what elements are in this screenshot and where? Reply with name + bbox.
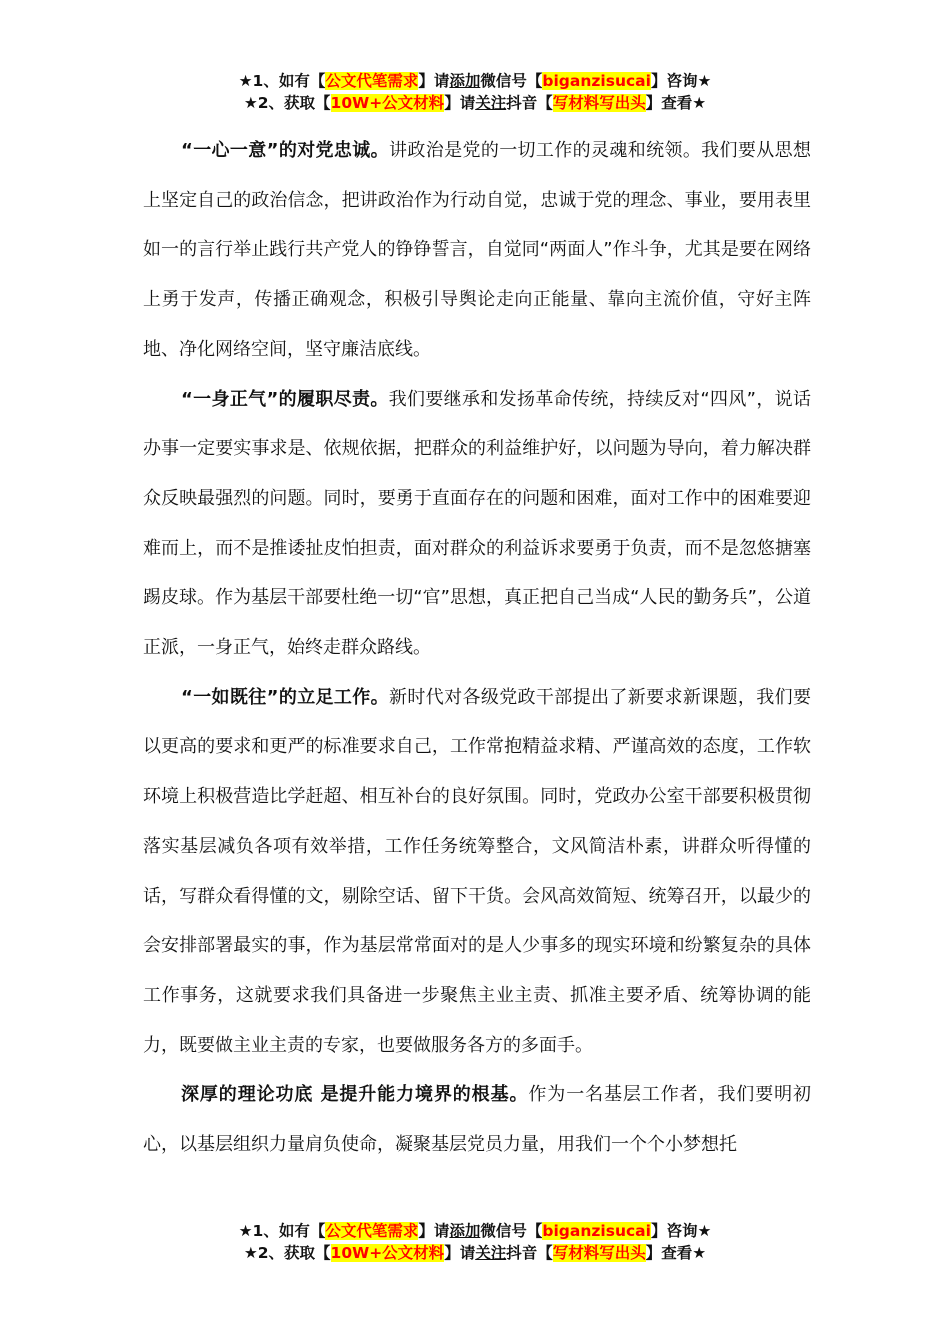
paragraph xyxy=(143,375,811,673)
footer-banner xyxy=(0,1220,950,1264)
paragraph-lead: 深厚的理论功底 是提升能力境界的根基。 xyxy=(181,1084,529,1106)
banner-highlight: biganzisucai xyxy=(542,1222,651,1240)
paragraph-lead: “一如既往”的立足工作。 xyxy=(181,686,390,708)
document-body xyxy=(143,126,811,1170)
banner-highlight: 写材料写出头 xyxy=(552,94,646,112)
paragraph-text: 新时代对各级党政干部提出了新要求新课题，我们要以更高的要求和更严的标准要求自己，工作常抱精益求精、严谨高效的态度，工作软环境上积极营造比学赶超、相互补台的良好氛围。同时，党政办公室干部要积极贯彻落实基层减负各项有效举措，工作任务统筹整合，文风简洁朴素，讲群众听得懂的话，写群众看得懂的文，剔除空话、留下干货。会风高效简短、统筹召开，以最少的会安排部署最实的事，作为基层常常面对的是人少事多的现实环境和纷繁复杂的具体工作事务，这就要求我们具备进一步聚焦主业主责、抓准主要矛盾、统筹协调的能力，既要做主业主责的专家，也要做服务各方的多面手。 xyxy=(143,686,811,1056)
banner-highlight: biganzisucai xyxy=(542,72,651,90)
banner-highlight: 公文代笔需求 xyxy=(325,1222,419,1240)
paragraph xyxy=(143,1070,811,1169)
banner-highlight: 写材料写出头 xyxy=(552,1244,646,1262)
paragraph-lead: “一心一意”的对党忠诚。 xyxy=(181,140,390,161)
paragraph-text: 作为一名基层工作者，我们要明初心，以基层组织力量肩负使命，凝聚基层党员力量，用我们一个个小梦想托 xyxy=(143,1084,812,1156)
banner-line-1: ★1、如有【公文代笔需求】请添加微信号【biganzisucai】咨询★ xyxy=(238,1222,712,1240)
paragraph xyxy=(143,673,811,1071)
banner-highlight: 公文代笔需求 xyxy=(325,72,419,90)
paragraph xyxy=(143,126,811,375)
paragraph-lead: “一身正气”的履职尽责。 xyxy=(181,388,389,410)
banner-line-2: ★2、获取【10W+公文材料】请关注抖音【写材料写出头】查看★ xyxy=(243,94,707,112)
banner-highlight: 10W+公文材料 xyxy=(330,94,445,112)
paragraph-text: 我们要继承和发扬革命传统，持续反对“四风”，说话办事一定要实事求是、依规依据，把群众的利益维护好，以问题为导向，着力解决群众反映最强烈的问题。同时，要勇于直面存在的问题和困难，面对工作中的困难要迎难而上，而不是推诿扯皮怕担责，面对群众的利益诉求要勇于负责，而不是忽悠搪塞踢皮球。作为基层干部要杜绝一切“官”思想，真正把自己当成“人民的勤务兵”，公道正派，一身正气，始终走群众路线。 xyxy=(143,388,811,659)
banner-line-2: ★2、获取【10W+公文材料】请关注抖音【写材料写出头】查看★ xyxy=(243,1244,707,1262)
paragraph-text: 讲政治是党的一切工作的灵魂和统领。我们要从思想上坚定自己的政治信念，把讲政治作为行动自觉，忠诚于党的理念、事业，要用表里如一的言行举止践行共产党人的铮铮誓言，自觉同“两面人”作斗争，尤其是要在网络上勇于发声，传播正确观念，积极引导舆论走向正能量、靠向主流价值，守好主阵地、净化网络空间，坚守廉洁底线。 xyxy=(143,140,811,360)
banner-line-1: ★1、如有【公文代笔需求】请添加微信号【biganzisucai】咨询★ xyxy=(238,72,712,90)
header-banner xyxy=(0,70,950,114)
banner-highlight: 10W+公文材料 xyxy=(330,1244,445,1262)
